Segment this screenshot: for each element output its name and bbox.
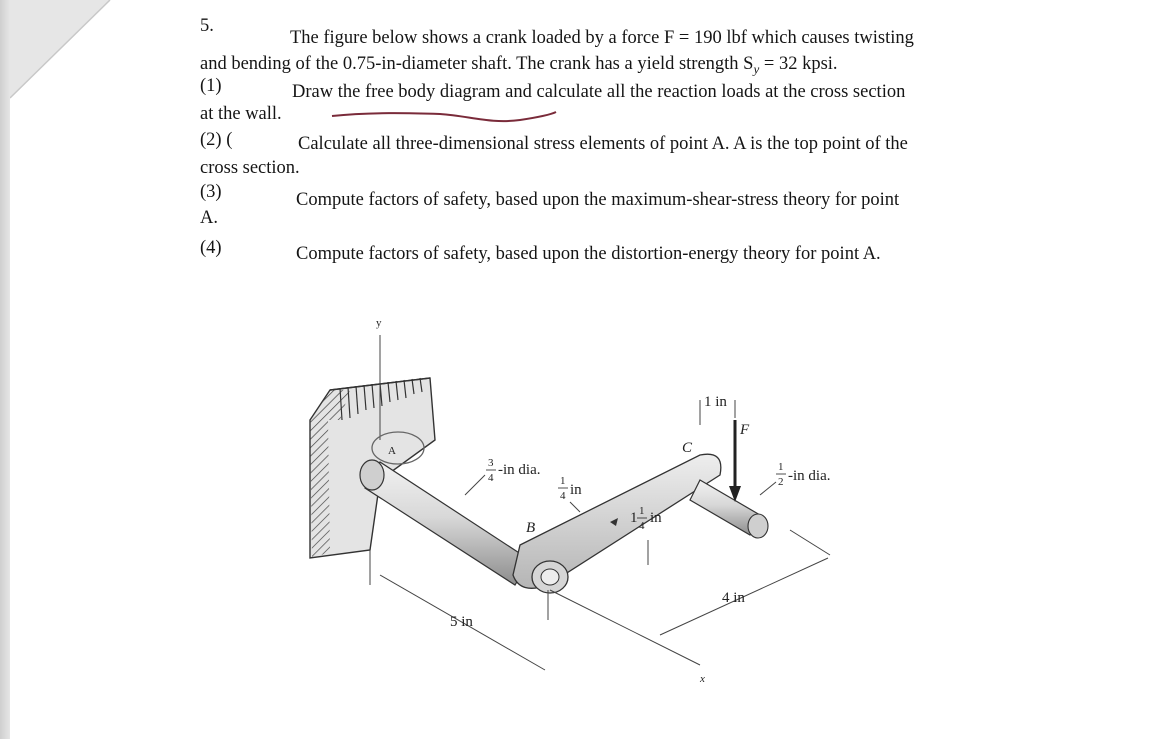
part-3-cont: A. [200,208,218,228]
svg-text:4: 4 [560,490,566,502]
part-2: (2) ( Calculate all three-dimensional stress elements of point A. A is the top point of the [200,130,908,154]
crank-pin [690,480,768,538]
svg-text:4: 4 [488,472,494,484]
point-a-label: A [388,445,396,457]
svg-text:2: 2 [778,476,784,488]
dim-pin-dia [760,461,831,495]
svg-text:-in dia.: -in dia. [498,462,541,478]
dim-shaft-dia [465,457,541,495]
point-b-label: B [526,520,536,536]
svg-text:1: 1 [630,510,638,526]
part-1: (1) Draw the free body diagram and calculate all the reaction loads at the cross section [200,76,906,102]
svg-text:5 in: 5 in [450,614,473,630]
page-corner-fold [10,0,120,100]
part-1-cont: at the wall. [200,104,282,124]
crank-arm [513,454,721,593]
svg-text:3: 3 [488,457,494,469]
crank-figure [230,290,870,710]
part-3: (3) Compute factors of safety, based upon the maximum-shear-stress theory for point [200,182,900,210]
dim-1in: 1 in [704,394,727,410]
svg-text:-in dia.: -in dia. [788,468,831,484]
intro-line-1: The figure below shows a crank loaded by a force F = 190 lbf which causes twisting [290,28,914,48]
intro-line-2: and bending of the 0.75-in-diameter shaft. The crank has a yield strength $S_y = 32$ kpsi. [200,54,838,77]
part-4: (4) Compute factors of safety, based upon the distortion-energy theory for point A. [200,238,881,264]
main-shaft [360,460,530,585]
dim-arm-thickness [558,475,582,512]
svg-text:in: in [570,482,582,498]
svg-text:4: 4 [639,520,645,532]
svg-text:4 in: 4 in [722,590,745,606]
part-2-cont: cross section. [200,158,300,178]
svg-text:1: 1 [639,505,645,517]
force-label: F [740,422,750,438]
problem-number: 5. [200,16,214,36]
y-axis-label: y [376,317,382,329]
svg-text:in: in [650,510,662,526]
underline-scribble [330,104,570,134]
problem-header [200,14,214,40]
svg-text:1: 1 [560,475,566,487]
x-axis-label: x [700,673,705,685]
point-c-label: C [682,440,693,456]
svg-text:1: 1 [778,461,784,473]
